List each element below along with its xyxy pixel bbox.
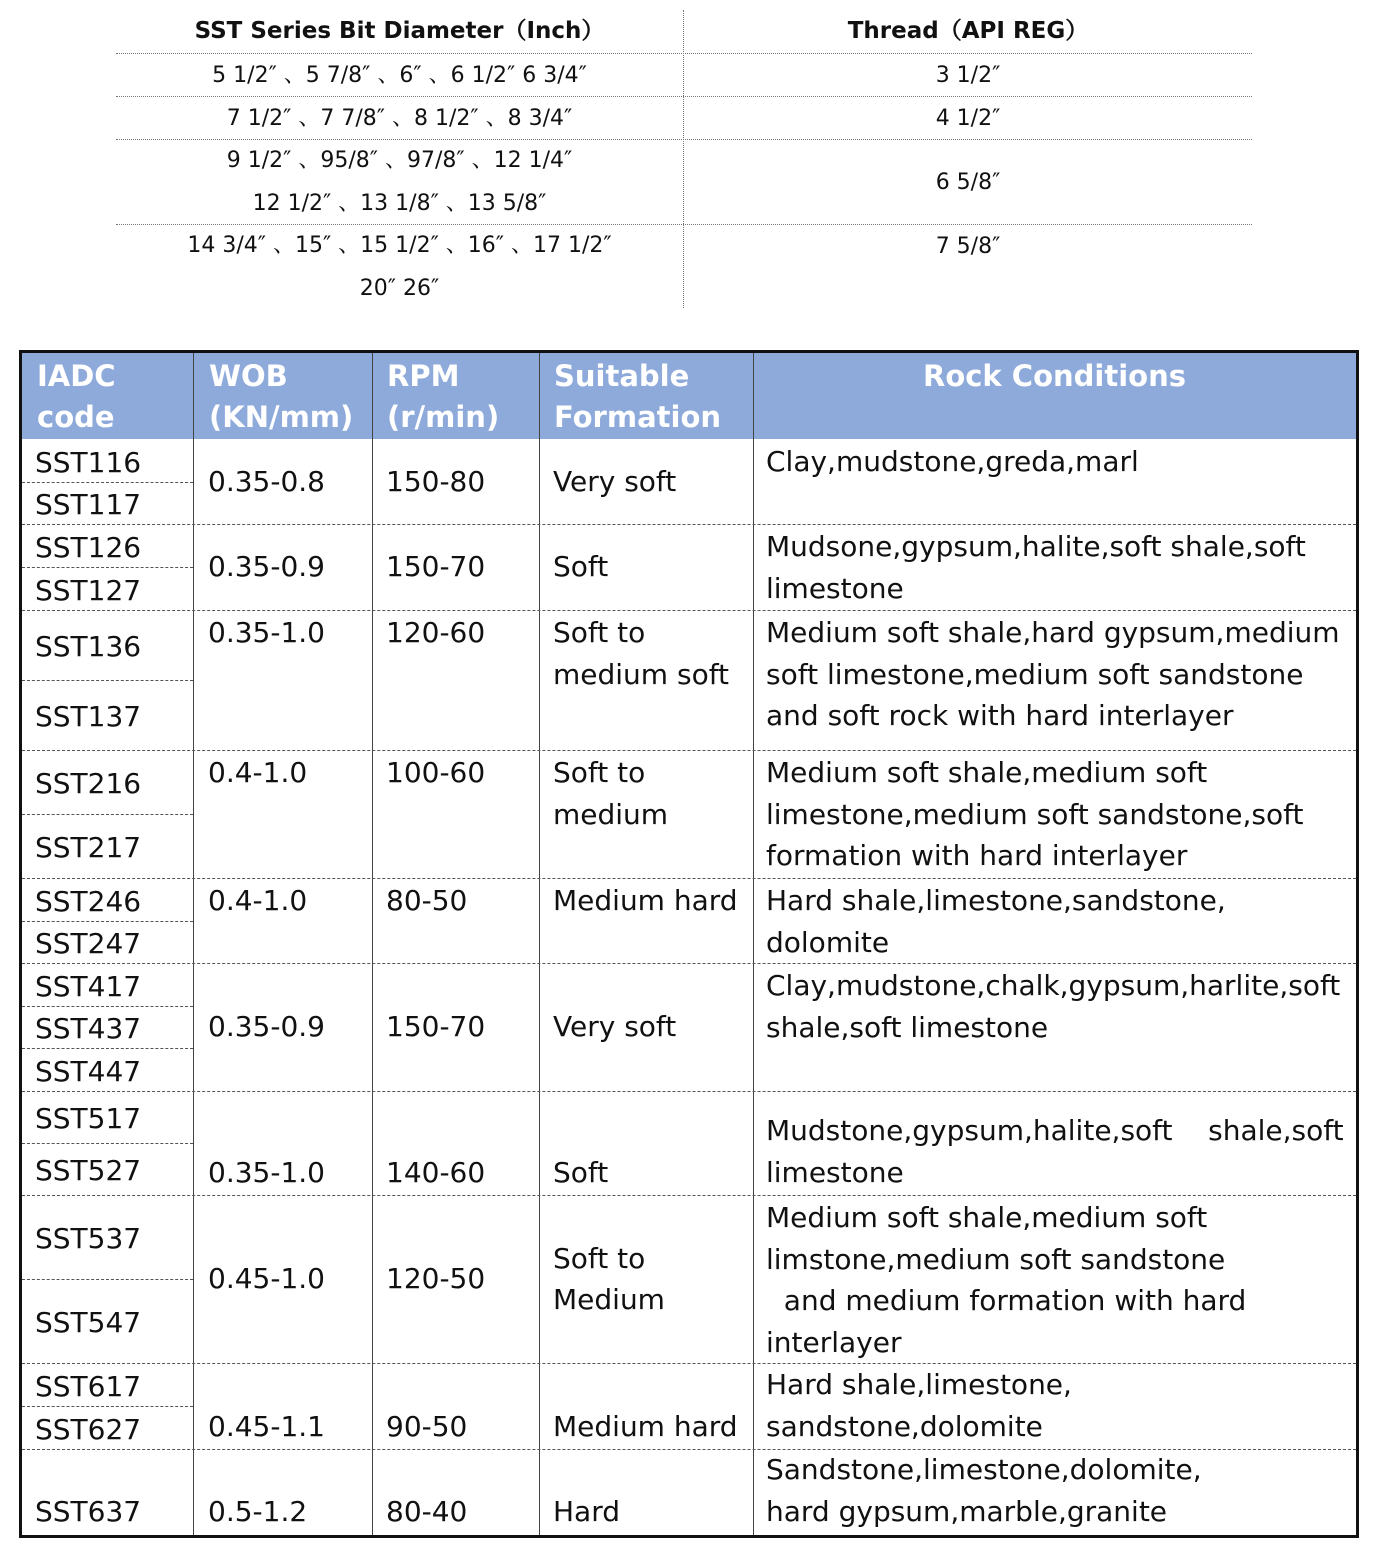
rock-conditions-header: Rock Conditions [922,359,1186,393]
rock-conditions-value: Medium soft shale,hard gypsum,medium [766,616,1340,649]
rock-conditions-value: Clay,mudstone,greda,marl [766,445,1139,478]
rock-conditions-value: limstone,medium soft sandstone [766,1242,1226,1276]
iadc-code: SST117 [35,488,142,521]
wob-value: 0.4-1.0 [208,756,308,789]
formation-value: Soft [553,1155,609,1189]
group-divider [22,750,1356,751]
diameter-cell [116,97,683,139]
rock-conditions-value: Medium soft shale,medium soft [766,1201,1208,1234]
header-line: IADC [37,359,116,393]
rock-conditions-value: limestone,medium soft sandstone,soft [766,797,1304,831]
code-divider [22,1048,193,1049]
rock-conditions-value: limestone [766,1155,904,1189]
rpm-value: 100-60 [386,756,486,789]
iadc-code: SST547 [35,1306,142,1340]
header-line: code [37,400,115,434]
header-line: (KN/mm) [209,400,354,434]
code-divider [22,1006,193,1007]
iadc-code-header [37,353,187,439]
column-divider [753,353,754,1535]
iadc-code: SST537 [35,1222,142,1256]
formation-value: Soft to [553,616,646,649]
iadc-code: SST126 [35,530,142,564]
diameter-header: SST Series Bit Diameter（Inch） [194,18,605,44]
rpm-value: 90-50 [386,1409,468,1443]
rock-conditions-value: Sandstone,limestone,dolomite, [766,1453,1202,1486]
group-divider [22,1195,1356,1196]
code-divider [22,1406,193,1407]
rpm-header [387,353,547,439]
wob-header [209,353,379,439]
rpm-value: 120-50 [386,1262,486,1296]
thread-header: Thread（API REG） [847,18,1089,44]
code-divider [22,921,193,922]
diameter-line: 7 1/2″ 、7 7/8″ 、8 1/2″ 、8 3/4″ [226,105,573,131]
thread-cell: 4 1/2″ [935,105,1001,131]
code-divider [22,482,193,483]
iadc-code: SST116 [35,445,142,479]
wob-value: 0.5-1.2 [208,1494,308,1528]
iadc-code: SST517 [35,1102,142,1136]
rock-conditions-value: shale,soft limestone [766,1010,1049,1044]
wob-value: 0.45-1.0 [208,1262,325,1296]
formation-header [554,353,754,439]
wob-value: 0.35-1.0 [208,1155,325,1189]
header-line: RPM [387,359,460,393]
rock-conditions-value: interlayer [766,1325,902,1359]
wob-value: 0.45-1.1 [208,1409,325,1443]
group-divider [22,1363,1356,1364]
diameter-line: 20″ 26″ [359,276,440,301]
formation-value: Hard [553,1494,621,1528]
iadc-code: SST617 [35,1369,142,1403]
code-divider [22,680,193,681]
bit-size-table [116,10,1252,308]
diameter-cell [116,140,683,224]
diameter-line: 12 1/2″ 、13 1/8″ 、13 5/8″ [252,191,547,216]
iadc-code: SST216 [35,767,142,801]
group-divider [22,1091,1356,1092]
rock-conditions-value: Medium soft shale,medium soft [766,756,1208,789]
formation-value: Medium [553,1283,665,1316]
code-divider [22,1279,193,1280]
diameter-line: 5 1/2″ 、5 7/8″ 、6″ 、6 1/2″ 6 3/4″ [212,62,587,88]
iadc-code: SST417 [35,969,142,1003]
formation-value: Soft to [553,756,646,789]
formation-value: medium [553,797,669,831]
column-divider [539,353,540,1535]
thread-cell: 7 5/8″ [935,233,1001,259]
rock-conditions-value: Mudstone,gypsum,halite,soft shale,soft [766,1114,1344,1147]
iadc-code: SST137 [35,700,142,734]
iadc-code: SST127 [35,573,142,607]
column-divider [193,353,194,1535]
rock-conditions-value: limestone [766,571,904,605]
iadc-code: SST247 [35,927,142,960]
rock-conditions-value: and soft rock with hard interlayer [766,699,1234,732]
rock-conditions-value: dolomite [766,925,890,959]
formation-value: Very soft [553,1010,677,1044]
rock-conditions-value: hard gypsum,marble,granite [766,1494,1168,1528]
iadc-code: SST627 [35,1412,142,1446]
rock-conditions-value: Mudsone,gypsum,halite,soft shale,soft [766,530,1306,563]
rock-conditions-value: Hard shale,limestone, [766,1368,1072,1401]
wob-value: 0.35-1.0 [208,616,325,649]
thread-cell: 3 1/2″ [935,62,1001,88]
rpm-value: 140-60 [386,1155,486,1189]
iadc-code: SST527 [35,1154,142,1188]
formation-value: Very soft [553,464,677,498]
wob-value: 0.35-0.9 [208,1010,325,1044]
group-divider [22,963,1356,964]
diameter-cell [116,54,683,96]
code-divider [22,567,193,568]
iadc-code: SST447 [35,1054,142,1088]
rpm-value: 120-60 [386,616,486,649]
rock-conditions-value: and medium formation with hard [766,1284,1247,1317]
formation-value: Medium hard [553,1409,738,1443]
group-divider [22,610,1356,611]
header-line: Suitable [554,359,690,393]
wob-value: 0.4-1.0 [208,884,308,917]
rock-conditions-value: formation with hard interlayer [766,839,1188,872]
code-divider [22,814,193,815]
wob-value: 0.35-0.8 [208,464,325,498]
column-divider [372,353,373,1535]
group-divider [22,524,1356,525]
rpm-value: 150-70 [386,550,486,584]
diameter-cell [116,225,683,309]
rpm-value: 80-40 [386,1494,468,1528]
header-line: Formation [554,400,722,434]
rock-conditions-value: Clay,mudstone,chalk,gypsum,harlite,soft [766,969,1341,1002]
iadc-code: SST637 [35,1494,142,1528]
iadc-code: SST246 [35,884,142,918]
formation-value: medium soft [553,657,730,691]
rpm-value: 150-80 [386,464,486,498]
rpm-value: 150-70 [386,1010,486,1044]
rock-conditions-value: sandstone,dolomite [766,1409,1043,1443]
header-line: WOB [209,359,288,393]
iadc-table [19,350,1359,1538]
formation-value: Soft to [553,1241,646,1275]
rpm-value: 80-50 [386,884,468,917]
code-divider [22,1143,193,1144]
rock-conditions-value: Hard shale,limestone,sandstone, [766,884,1226,917]
formation-value: Medium hard [553,884,738,917]
wob-value: 0.35-0.9 [208,550,325,584]
header-line: (r/min) [387,400,500,434]
rock-conditions-value: soft limestone,medium soft sandstone [766,657,1304,691]
thread-cell: 6 5/8″ [935,169,1001,195]
diameter-line: 14 3/4″ 、15″ 、15 1/2″ 、16″ 、17 1/2″ [187,233,612,258]
iadc-code: SST437 [35,1012,142,1046]
diameter-line: 9 1/2″ 、95/8″ 、97/8″ 、12 1/4″ [226,148,573,173]
iadc-code: SST217 [35,831,142,865]
group-divider [22,878,1356,879]
iadc-code: SST136 [35,630,142,664]
formation-value: Soft [553,550,609,584]
